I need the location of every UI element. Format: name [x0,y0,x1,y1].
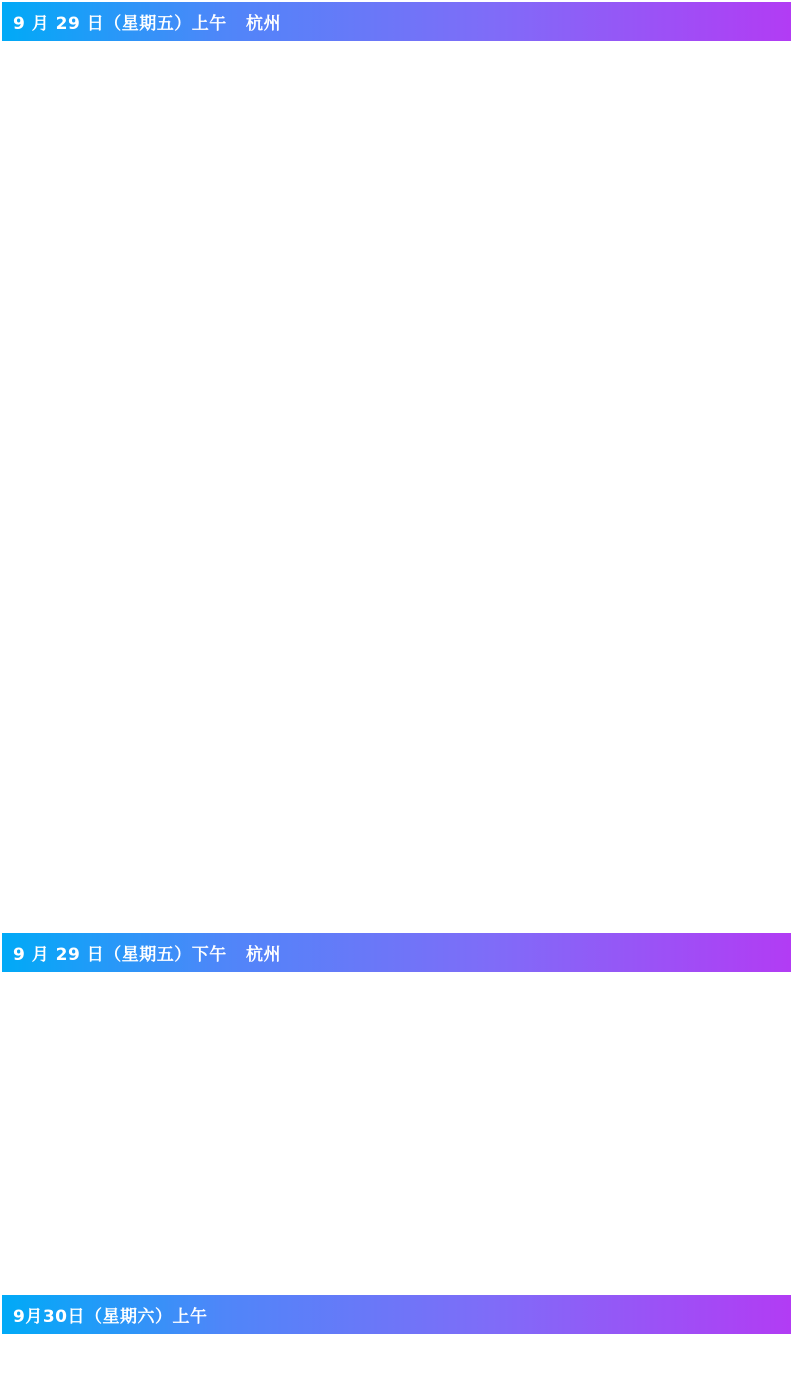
section-content-sep29-morning [2,41,791,933]
section-header-title: 9 月 29 日（星期五）上午 杭州 [13,14,281,34]
section-header-sep30-morning [2,1295,791,1334]
section-header-title: 9月30日（星期六）上午 [13,1307,208,1327]
section-header-sep29-morning [2,2,791,41]
section-header-title: 9 月 29 日（星期五）下午 杭州 [13,945,281,965]
section-header-sep29-afternoon [2,933,791,972]
section-content-sep29-afternoon [2,972,791,1295]
section-content-sep30-morning [2,1334,791,1376]
